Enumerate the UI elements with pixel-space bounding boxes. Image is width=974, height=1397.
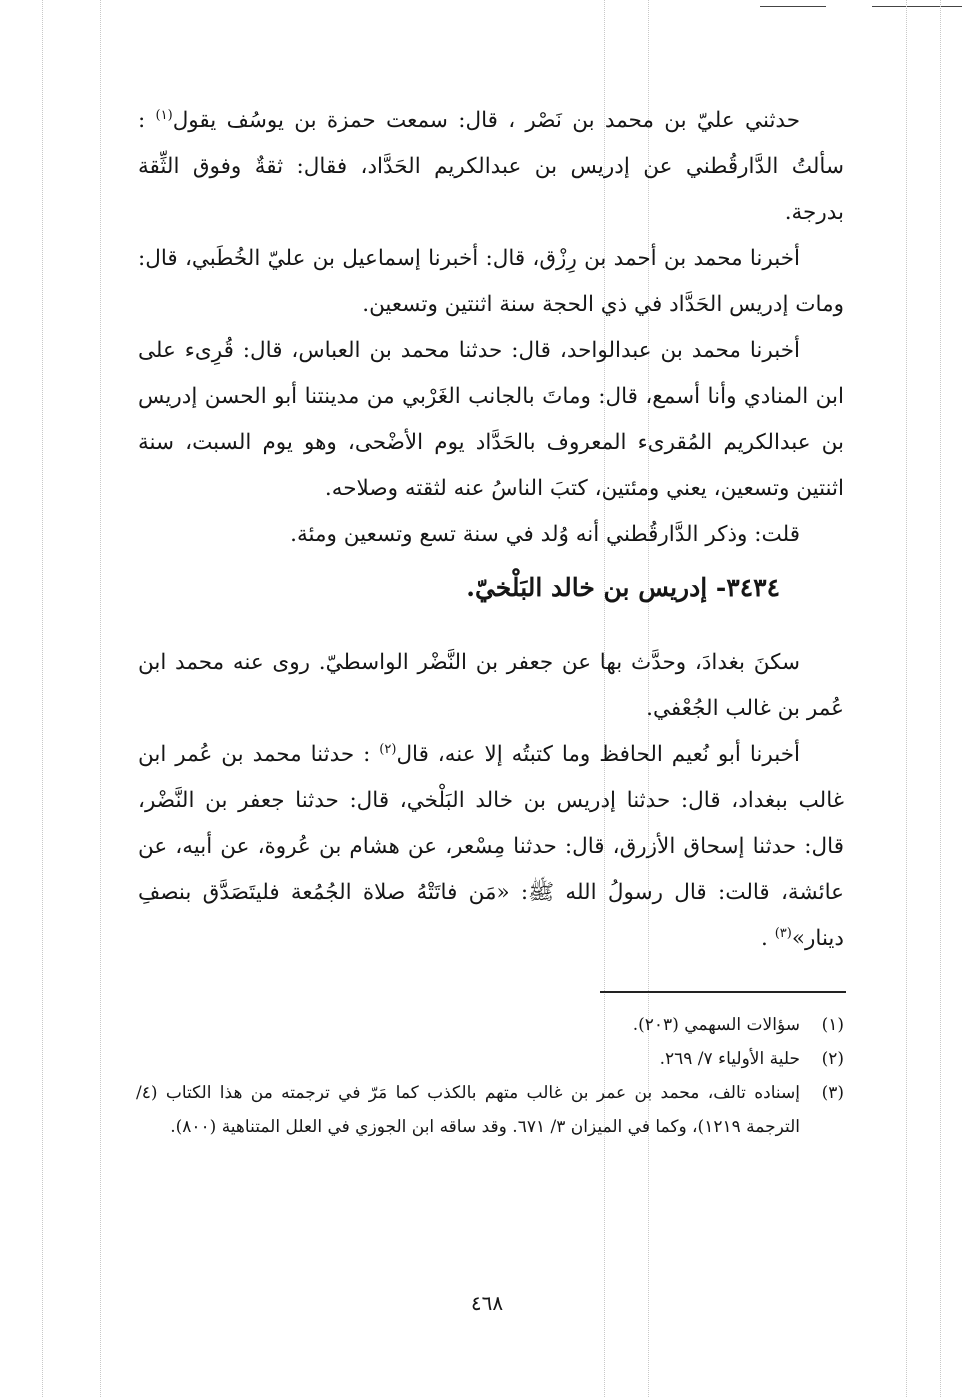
paragraph-text: . xyxy=(761,926,775,951)
paragraph-text: : سألتُ الدَّارقُطني عن إدريس بن عبدالكريم الحَدَّاد، فقال: ثقةٌ وفوق الثِّقة بدرجة. xyxy=(138,108,844,225)
main-text xyxy=(138,98,844,962)
footnote-ref: (١) xyxy=(155,107,173,123)
footnote-text: حلية الأولياء ٧/ ٢٦٩. xyxy=(659,1049,800,1069)
top-edge-rule xyxy=(760,6,826,7)
paragraph xyxy=(138,236,844,328)
footnote xyxy=(136,1008,844,1042)
paragraph-text: قلت: وذكر الدَّارقُطني أنه وُلد في سنة تسع وتسعين ومئة. xyxy=(290,522,800,547)
page-number: ٤٦٨ xyxy=(470,1291,504,1315)
footnote-number: (١) xyxy=(821,1015,844,1035)
paragraph xyxy=(138,98,844,236)
paragraph xyxy=(138,512,844,558)
footnote-separator xyxy=(600,991,846,993)
footnote-ref: (٣) xyxy=(774,925,792,941)
paragraph-text: حدثني عليّ بن محمد بن نَصْر ، قال: سمعت حمزة بن يوسُف يقول xyxy=(172,108,801,133)
paragraph-text: سكنَ بغدادَ، وحدَّث بها عن جعفر بن النَّضْر الواسطيّ. روى عنه محمد ابن عُمر بن غالب الجُعْفي. xyxy=(138,650,844,721)
top-edge-rule xyxy=(872,6,962,7)
paragraph xyxy=(138,328,844,512)
scan-artifact-line xyxy=(42,0,43,1397)
paragraph-text: : حدثنا محمد بن عُمر ابن غالب ببغداد، قال: حدثنا إدريس بن خالد البَلْخي، قال: حدثنا جعفر بن النَّضْر، قال: حدثنا إسحاق الأزرق، قال: حدثنا مِسْعر، عن هشام بن عُروة، عن أبيه، عن عائشة، قالت: قال رسولُ الله ﷺ: «مَن فاتَتْهُ صلاة الجُمُعة فليتَصَدَّق بنصفِ دينار» xyxy=(138,742,844,951)
scan-artifact-line xyxy=(100,0,101,1397)
scan-artifact-line xyxy=(906,0,907,1397)
footnote xyxy=(136,1042,844,1076)
paragraph-text: أخبرنا محمد بن أحمد بن رِزْق، قال: أخبرنا إسماعيل بن عليّ الخُطَبي، قال: ومات إدريس الحَدَّاد في ذي الحجة سنة اثنتين وتسعين. xyxy=(138,246,844,317)
footnote-number: (٢) xyxy=(821,1049,844,1069)
footnote-text: إسناده تالف، محمد بن عمر بن غالب متهم بالكذب كما مَرّ في ترجمته من هذا الكتاب (٤/ الترجمة ١٢١٩)، وكما في الميزان ٣/ ٦٧١. وقد ساقه ابن الجوزي في العلل المتناهية (٨٠٠). xyxy=(136,1083,800,1137)
paragraph xyxy=(138,640,844,732)
paragraph xyxy=(138,732,844,962)
paragraph-text: أخبرنا أبو نُعيم الحافظ وما كتبتُه إلا عنه، قال xyxy=(396,742,800,767)
scan-artifact-line xyxy=(940,0,941,1397)
entry-heading: ٣٤٣٤- إدريس بن خالد البَلْخيّ. xyxy=(466,573,780,602)
footnote-text: سؤالات السهمي (٢٠٣). xyxy=(632,1015,800,1035)
footnote-number: (٣) xyxy=(821,1083,844,1103)
paragraph-text: أخبرنا محمد بن عبدالواحد، قال: حدثنا محمد بن العباس، قال: قُرِىء على ابن المنادي وأنا أسمع، قال: وماتَ بالجانب الغَرْبي من مدينتنا أبو الحسن إدريس بن عبدالكريم المُقرىء المعروف بالحَدَّاد يوم الأضْحى، وهو يوم السبت، سنة اثنتين وتسعين، يعني ومئتين، كتبَ الناسُ عنه لثقته وصلاحه. xyxy=(138,338,844,501)
footnote xyxy=(136,1076,844,1144)
footnotes xyxy=(136,1008,844,1144)
footnote-ref: (٢) xyxy=(379,741,397,757)
